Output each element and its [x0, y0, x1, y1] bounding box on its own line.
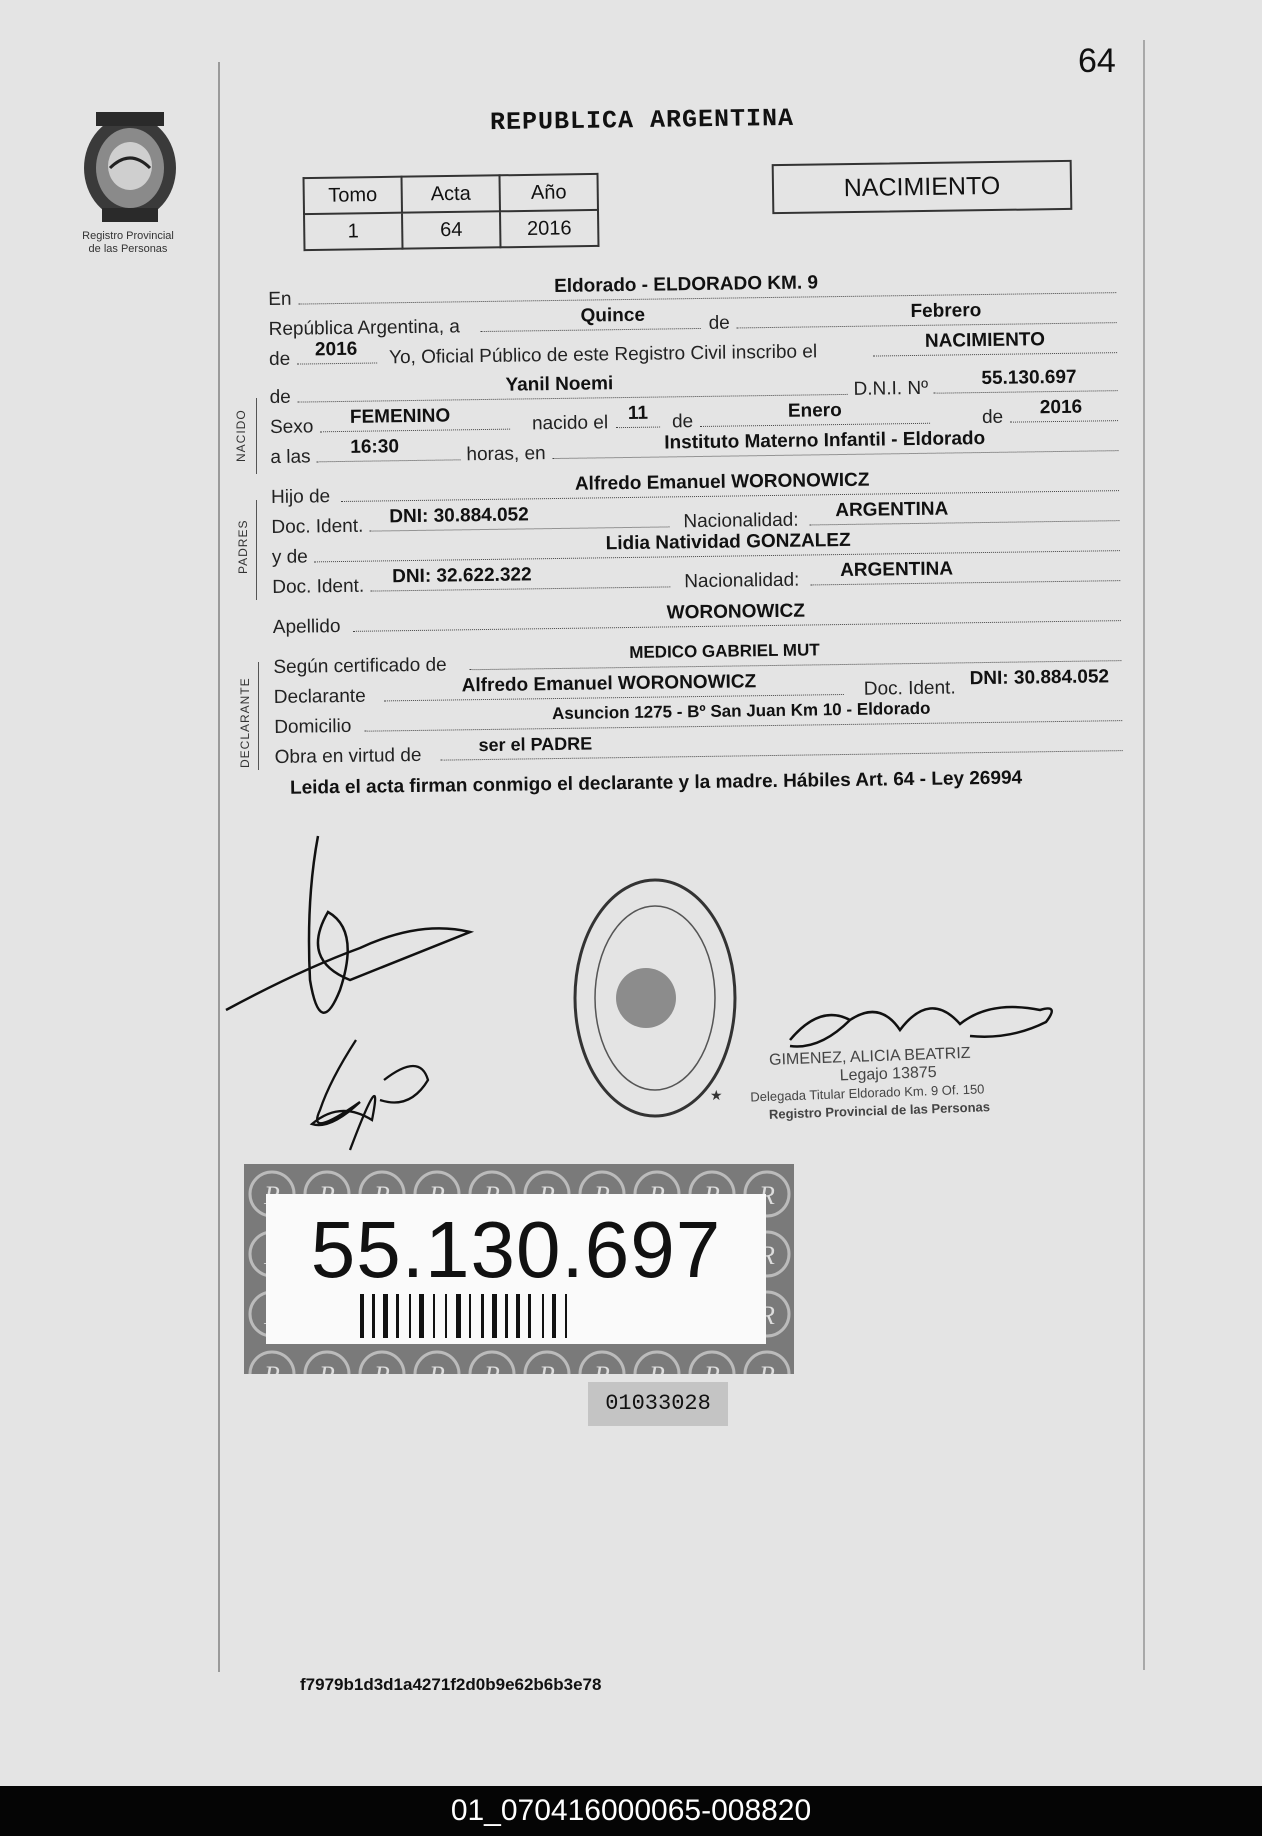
field-birth-day: 11: [627, 402, 649, 424]
field-birth-year: 2016: [1039, 396, 1083, 419]
label-de-year: de: [981, 406, 1004, 429]
footer-id: 01_070416000065-008820: [450, 1794, 812, 1827]
field-sex: FEMENINO: [349, 405, 451, 428]
field-month: Febrero: [910, 300, 982, 323]
barcode-bar: [492, 1294, 497, 1338]
barcode-bar: [481, 1294, 484, 1338]
side-label-declarante: DECLARANTE: [238, 677, 252, 768]
official-registry: Registro Provincial de las Personas: [768, 1099, 991, 1122]
barcode-bar: [419, 1294, 424, 1338]
barcode-bar: [383, 1294, 388, 1338]
field-father-nat: ARGENTINA: [835, 498, 949, 522]
barcode-bar: [516, 1294, 520, 1338]
official-role: Delegada Titular Eldorado Km. 9 Of. 150: [750, 1081, 985, 1105]
field-father-doc: DNI: 30.884.052: [389, 504, 529, 528]
field-address: Asuncion 1275 - Bº San Juan Km 10 - Eldorado: [551, 698, 931, 724]
label-sexo: Sexo: [269, 416, 314, 438]
label-nac2: Nacionalidad:: [684, 569, 800, 593]
label-de-month: de: [671, 411, 694, 433]
field-by-virtue: ser el PADRE: [478, 733, 593, 756]
label-hijo: Hijo de: [270, 486, 331, 508]
mother-signature: [312, 1040, 428, 1150]
document-hash: f7979b1d3d1a4271f2d0b9e62b6b3e78: [300, 1675, 602, 1694]
side-label-nacido: NACIDO: [234, 409, 248, 462]
legal-note: Leida el acta firman conmigo el declarante y la madre. Hábiles Art. 64 - Ley 26994: [289, 767, 1023, 799]
label-yo: Yo, Oficial Público de este Registro Civil inscribo el: [388, 341, 818, 369]
official-signature: [790, 1007, 1052, 1046]
label-dni: D.N.I. Nº: [853, 377, 929, 400]
document-title: REPUBLICA ARGENTINA: [489, 103, 795, 138]
label-yde: y de: [271, 546, 308, 568]
label-horas: horas, en: [466, 443, 546, 466]
label-doc1: Doc. Ident.: [271, 515, 364, 538]
value-acta: 64: [402, 211, 500, 248]
field-mother-nat: ARGENTINA: [839, 558, 954, 582]
field-record: NACIMIENTO: [924, 329, 1046, 352]
label-segun: Según certificado de: [273, 654, 447, 678]
barcode-bar: [372, 1294, 375, 1338]
field-certificate: MEDICO GABRIEL MUT: [629, 640, 820, 662]
barcode-bar: [456, 1294, 461, 1338]
declarant-signature: [226, 836, 470, 1013]
label-de2: de: [268, 348, 291, 370]
official-seal: [560, 870, 750, 1130]
label-doc2: Doc. Ident.: [272, 575, 365, 598]
barcode-label: [244, 1164, 794, 1374]
field-name: Yanil Noemi: [505, 373, 614, 396]
label-domicilio: Domicilio: [274, 715, 352, 738]
barcode-bar: [433, 1294, 435, 1338]
header-acta: Acta: [402, 175, 500, 212]
label-en: En: [268, 288, 292, 310]
label-a-las: a las: [270, 446, 311, 468]
field-birth-month: Enero: [787, 400, 842, 422]
header-anio: Año: [499, 174, 597, 211]
barcode-panel: [266, 1194, 766, 1344]
field-time: 16:30: [350, 436, 400, 458]
seal-icon: [560, 870, 750, 1130]
value-anio: 2016: [500, 210, 598, 247]
barcode-bar: [445, 1294, 447, 1338]
side-label-padres: PADRES: [236, 519, 250, 574]
label-apellido: Apellido: [272, 616, 341, 638]
barcode-bars: [360, 1294, 700, 1338]
page-number: 64: [1078, 42, 1116, 80]
barcode-number: 55.130.697: [310, 1205, 722, 1294]
field-dni: 55.130.697: [981, 366, 1077, 390]
field-mother-doc: DNI: 32.622.322: [392, 564, 532, 588]
field-place: Eldorado - ELDORADO KM. 9: [553, 272, 819, 298]
barcode-bar: [409, 1294, 411, 1338]
barcode-bar: [469, 1294, 471, 1338]
barcode-bar: [565, 1294, 567, 1338]
field-father: Alfredo Emanuel WORONOWICZ: [574, 469, 870, 495]
value-tomo: 1: [304, 213, 402, 250]
official-legajo: Legajo 13875: [839, 1064, 937, 1085]
barcode-bar: [542, 1294, 544, 1338]
field-place-birth: Instituto Materno Infantil - Eldorado: [664, 428, 986, 454]
field-surname: WORONOWICZ: [666, 600, 806, 624]
barcode-bar: [396, 1294, 399, 1338]
record-type-box: NACIMIENTO: [772, 160, 1073, 214]
field-declarant-doc: DNI: 30.884.052: [969, 666, 1110, 690]
label-obra: Obra en virtud de: [274, 744, 422, 768]
field-mother: Lidia Natividad GONZALEZ: [605, 529, 851, 555]
label-de-name: de: [269, 386, 291, 408]
field-day: Quince: [580, 304, 646, 327]
barcode-bar: [528, 1294, 531, 1338]
field-declarant: Alfredo Emanuel WORONOWICZ: [461, 671, 757, 697]
label-republica: República Argentina, a: [268, 316, 461, 340]
barcode-bar: [360, 1294, 364, 1338]
field-year: 2016: [314, 338, 358, 361]
label-nac1: Nacionalidad:: [683, 509, 799, 533]
label-declarante: Declarante: [273, 685, 366, 708]
barcode-bar: [552, 1294, 556, 1338]
header-tomo: Tomo: [304, 177, 402, 214]
svg-text:★: ★: [710, 1087, 723, 1103]
label-de: de: [708, 312, 730, 334]
label-nacido: nacido el: [531, 412, 609, 435]
footer-bar: [0, 1786, 1262, 1836]
serial-number: 01033028: [588, 1382, 728, 1426]
official-name: GIMENEZ, ALICIA BEATRIZ: [768, 1044, 971, 1069]
logo-caption: Registro Provincial de las Personas: [82, 230, 174, 255]
barcode-bar: [505, 1294, 508, 1338]
label-doc3: Doc. Ident.: [863, 677, 956, 700]
official-stamp: [750, 1044, 991, 1124]
